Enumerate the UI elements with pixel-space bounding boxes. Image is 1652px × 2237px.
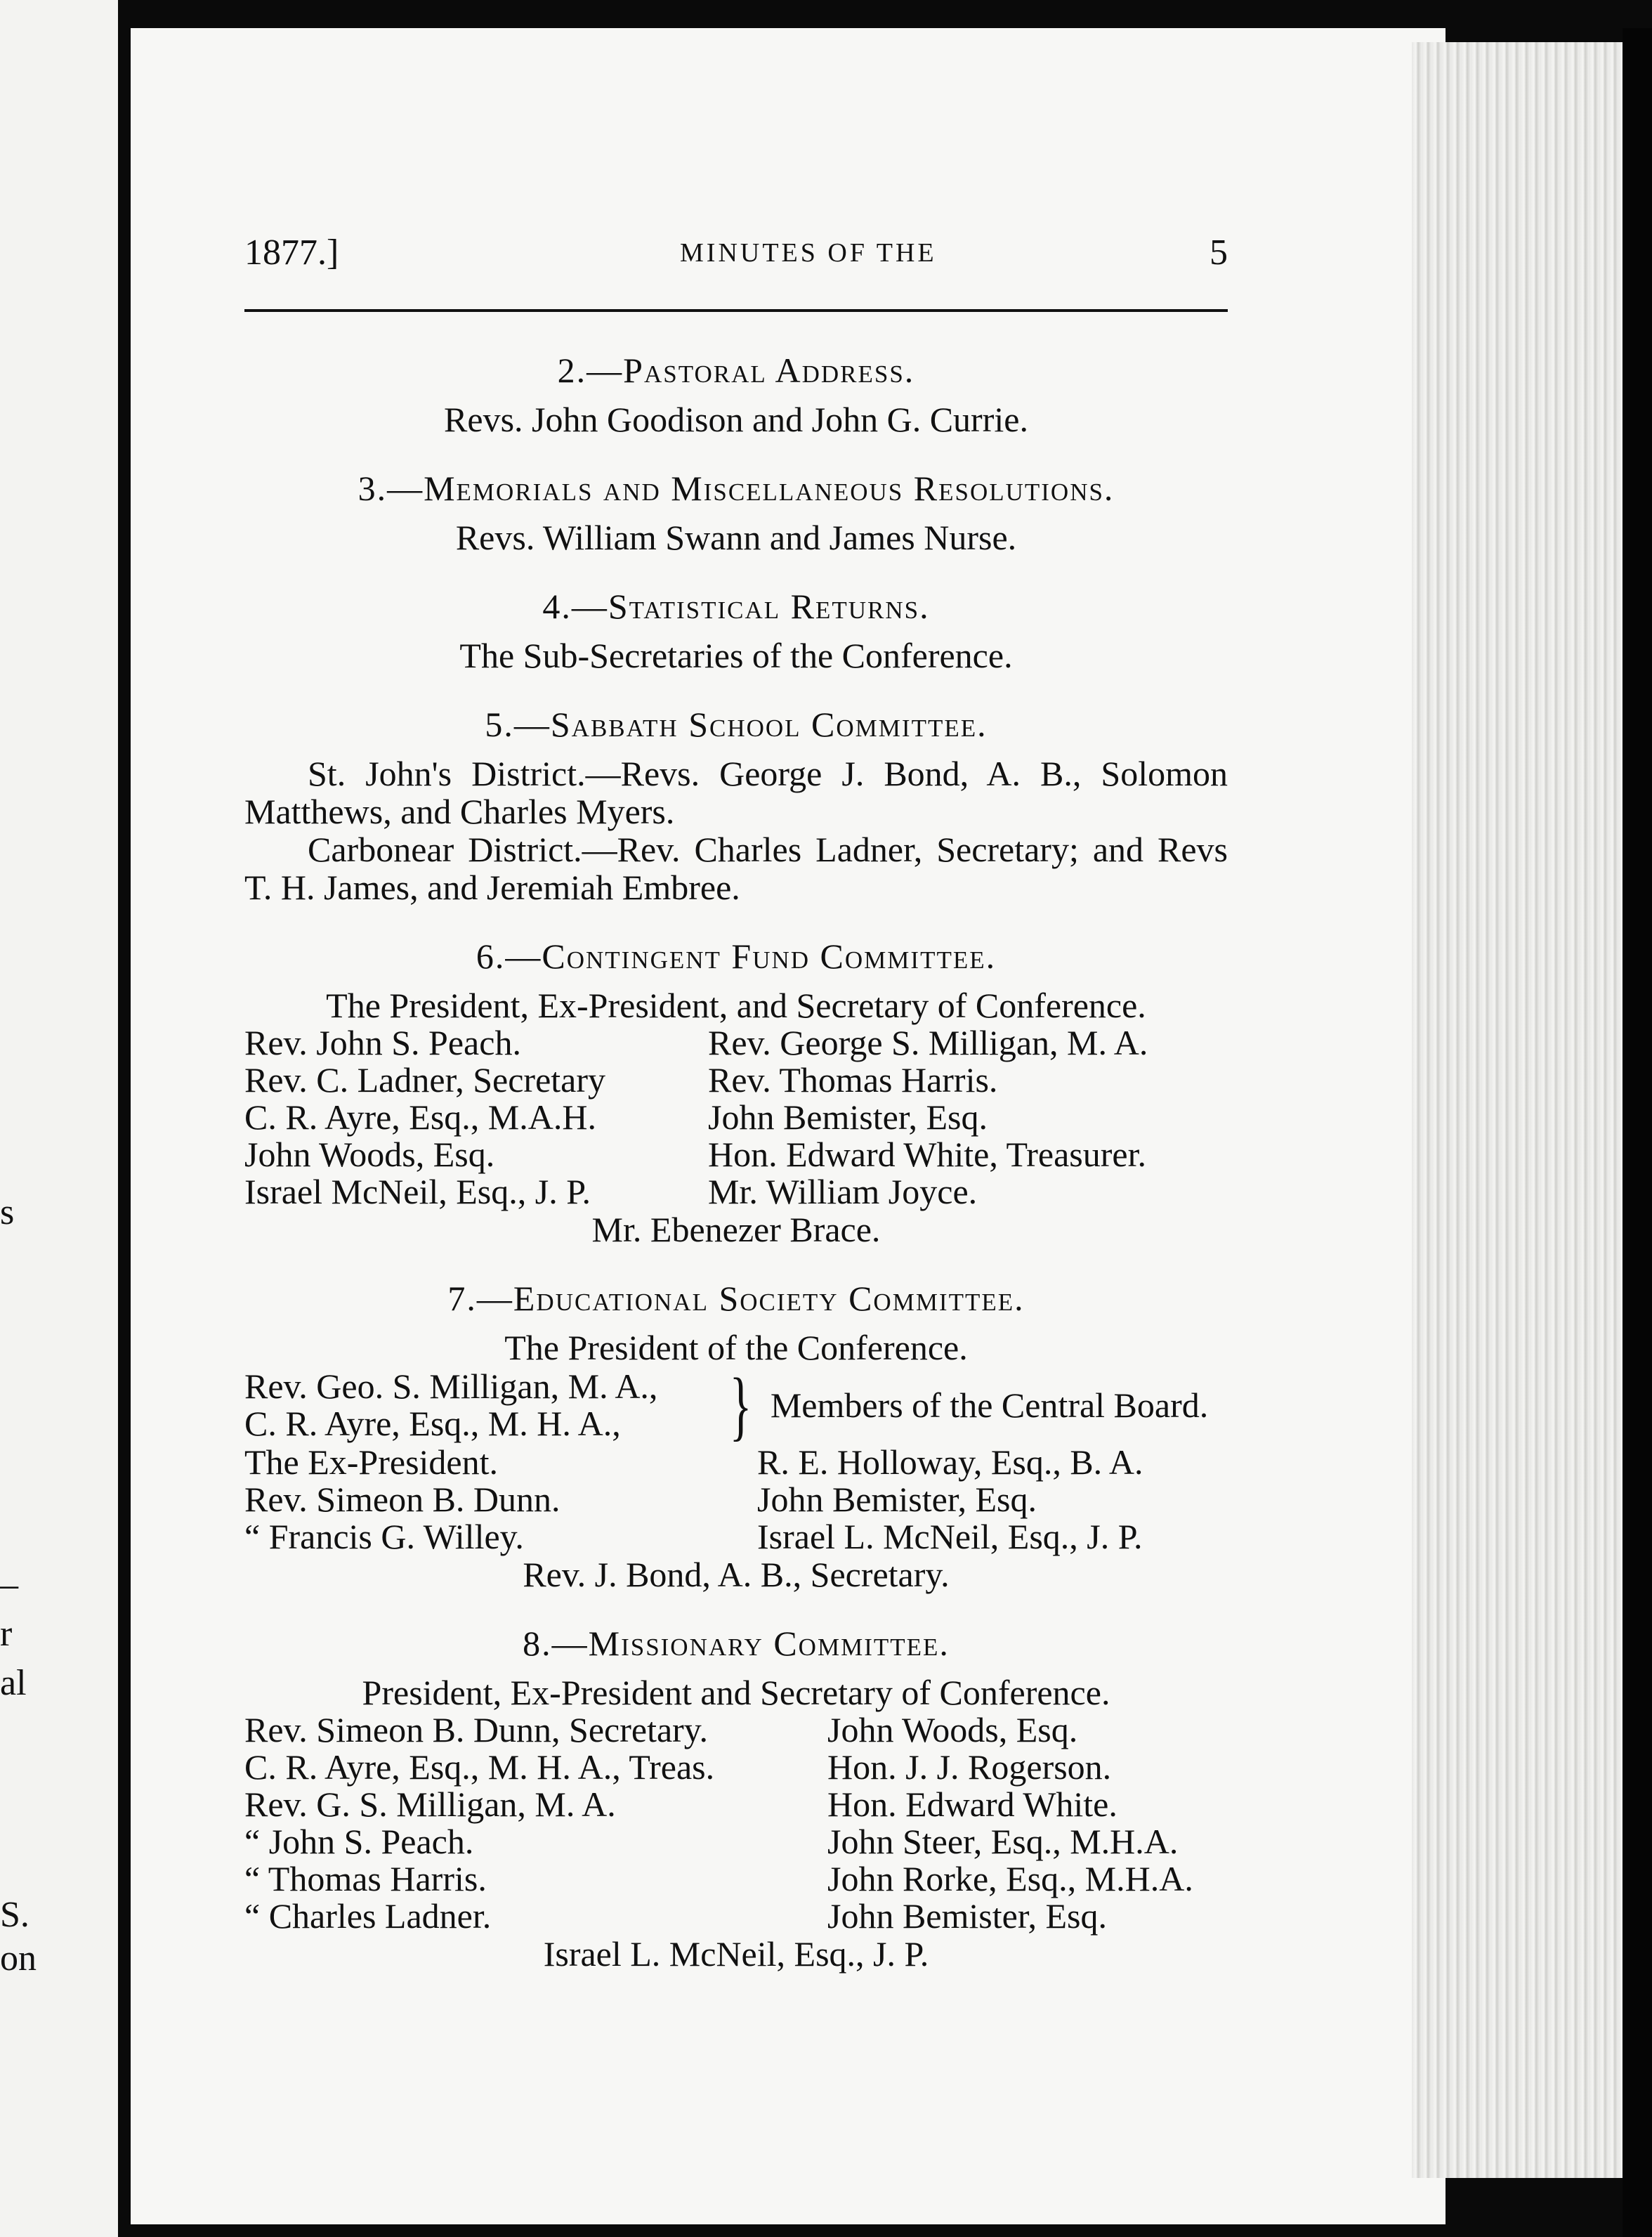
member-columns: [244, 1711, 1228, 1935]
section-heading: 7.—Educational Society Committee.: [447, 1279, 1025, 1318]
member-name: John Steer, Esq., M.H.A.: [827, 1822, 1179, 1861]
page-edges: [1412, 42, 1630, 2178]
member-name: C. R. Ayre, Esq., M.A.H.: [244, 1097, 596, 1137]
prev-page-fragment: r: [0, 1614, 13, 1654]
member-columns: [244, 1444, 1228, 1556]
member-name: John Woods, Esq.: [827, 1710, 1078, 1749]
member-name: Hon. Edward White, Treasurer.: [708, 1135, 1146, 1174]
member-name: Rev. G. S. Milligan, M. A.: [244, 1785, 616, 1824]
member-name: Hon. Edward White.: [827, 1785, 1117, 1824]
prev-page-fragment: al: [0, 1663, 27, 1703]
section-educational-society: [244, 1279, 1228, 1593]
previous-page-edge: [0, 0, 118, 2237]
section-missionary: [244, 1624, 1228, 1973]
section-heading: 8.—Missionary Committee.: [523, 1624, 950, 1663]
member-name: Israel McNeil, Esq., J. P.: [244, 1172, 591, 1211]
section-closing: Mr. Ebenezer Brace.: [591, 1210, 881, 1249]
running-header: [244, 232, 1228, 288]
section-heading: 2.—Pastoral Address.: [557, 351, 915, 390]
member-column-left: [244, 1444, 757, 1556]
prev-page-fragment: –: [0, 1565, 18, 1605]
member-name: Rev. Simeon B. Dunn.: [244, 1480, 560, 1519]
central-board-group: [244, 1362, 1228, 1448]
section-heading: 5.—Sabbath School Committee.: [485, 705, 988, 744]
section-contingent-fund: [244, 937, 1228, 1248]
header-year: 1877.]: [244, 233, 339, 273]
member-name: John Rorke, Esq., M.H.A.: [827, 1859, 1193, 1898]
member-name: R. E. Holloway, Esq., B. A.: [757, 1442, 1143, 1482]
member-name: John Bemister, Esq.: [708, 1097, 988, 1137]
member-name: Rev. George S. Milligan, M. A.: [708, 1023, 1148, 1062]
member-name: Rev. Thomas Harris.: [708, 1060, 998, 1100]
member-name: “ Charles Ladner.: [244, 1896, 492, 1936]
page-number: 5: [1210, 233, 1228, 273]
central-board-label: Members of the Central Board.: [770, 1385, 1209, 1425]
member-name: C. R. Ayre, Esq., M. H. A.,: [244, 1404, 621, 1443]
section-intro: The President, Ex-President, and Secretary of Conference.: [326, 986, 1146, 1025]
member-name: Rev. John S. Peach.: [244, 1023, 521, 1062]
section-intro: The President of the Conference.: [504, 1328, 968, 1367]
member-column-right: [827, 1711, 1228, 1935]
section-heading: 3.—Memorials and Miscellaneous Resolutions.: [358, 469, 1115, 508]
section-line: Revs. John Goodison and John G. Currie.: [444, 400, 1028, 439]
page-content: [244, 351, 1228, 2004]
brace-glyph: }: [729, 1362, 752, 1448]
member-name: “ John S. Peach.: [244, 1822, 474, 1861]
section-sabbath-school: [244, 705, 1228, 906]
section-closing: Rev. J. Bond, A. B., Secretary.: [523, 1555, 950, 1594]
member-name: Mr. William Joyce.: [708, 1172, 978, 1211]
section-line: The Sub-Secretaries of the Conference.: [459, 636, 1013, 675]
member-name: C. R. Ayre, Esq., M. H. A., Treas.: [244, 1747, 715, 1787]
member-column-right: [757, 1444, 1228, 1556]
district-paragraph: St. John's District.—Revs. George J. Bond, A. B., Solomon Matthews, and Charles Myers.: [244, 754, 1228, 831]
section-closing: Israel L. McNeil, Esq., J. P.: [543, 1934, 929, 1974]
member-name: John Bemister, Esq.: [827, 1896, 1107, 1936]
member-name: Hon. J. J. Rogerson.: [827, 1747, 1112, 1787]
prev-page-fragment: s: [0, 1192, 15, 1232]
section-pastoral-address: [244, 351, 1228, 438]
prev-page-fragment: on: [0, 1938, 37, 1978]
section-statistical-returns: [244, 587, 1228, 674]
district-paragraph: Carbonear District.—Rev. Charles Ladner, Secretary; and Revs T. H. James, and Jeremiah Embree.: [244, 830, 1228, 907]
member-name: “ Thomas Harris.: [244, 1859, 487, 1898]
member-name: John Bemister, Esq.: [757, 1480, 1037, 1519]
member-name: “ Francis G. Willey.: [244, 1517, 524, 1556]
member-name: Israel L. McNeil, Esq., J. P.: [757, 1517, 1143, 1556]
member-columns: [244, 1024, 1228, 1211]
member-name: Rev. Simeon B. Dunn, Secretary.: [244, 1710, 709, 1749]
member-column-right: [708, 1024, 1228, 1211]
section-heading: 4.—Statistical Returns.: [542, 587, 930, 626]
header-rule: [244, 309, 1228, 312]
prev-page-fragment: S.: [0, 1895, 29, 1935]
section-heading: 6.—Contingent Fund Committee.: [476, 937, 997, 976]
page-edge-shadow: [1622, 28, 1652, 2237]
member-name: The Ex-President.: [244, 1442, 499, 1482]
member-name: Rev. Geo. S. Milligan, M. A.,: [244, 1367, 658, 1406]
member-name: Rev. C. Ladner, Secretary: [244, 1060, 605, 1100]
section-line: Revs. William Swann and James Nurse.: [455, 518, 1017, 557]
section-intro: President, Ex-President and Secretary of Conference.: [362, 1673, 1110, 1712]
section-memorials: [244, 469, 1228, 556]
central-board-names: [244, 1368, 722, 1442]
member-column-left: [244, 1711, 827, 1935]
member-column-left: [244, 1024, 708, 1211]
header-title: MINUTES OF THE: [680, 238, 937, 268]
member-name: John Woods, Esq.: [244, 1135, 495, 1174]
